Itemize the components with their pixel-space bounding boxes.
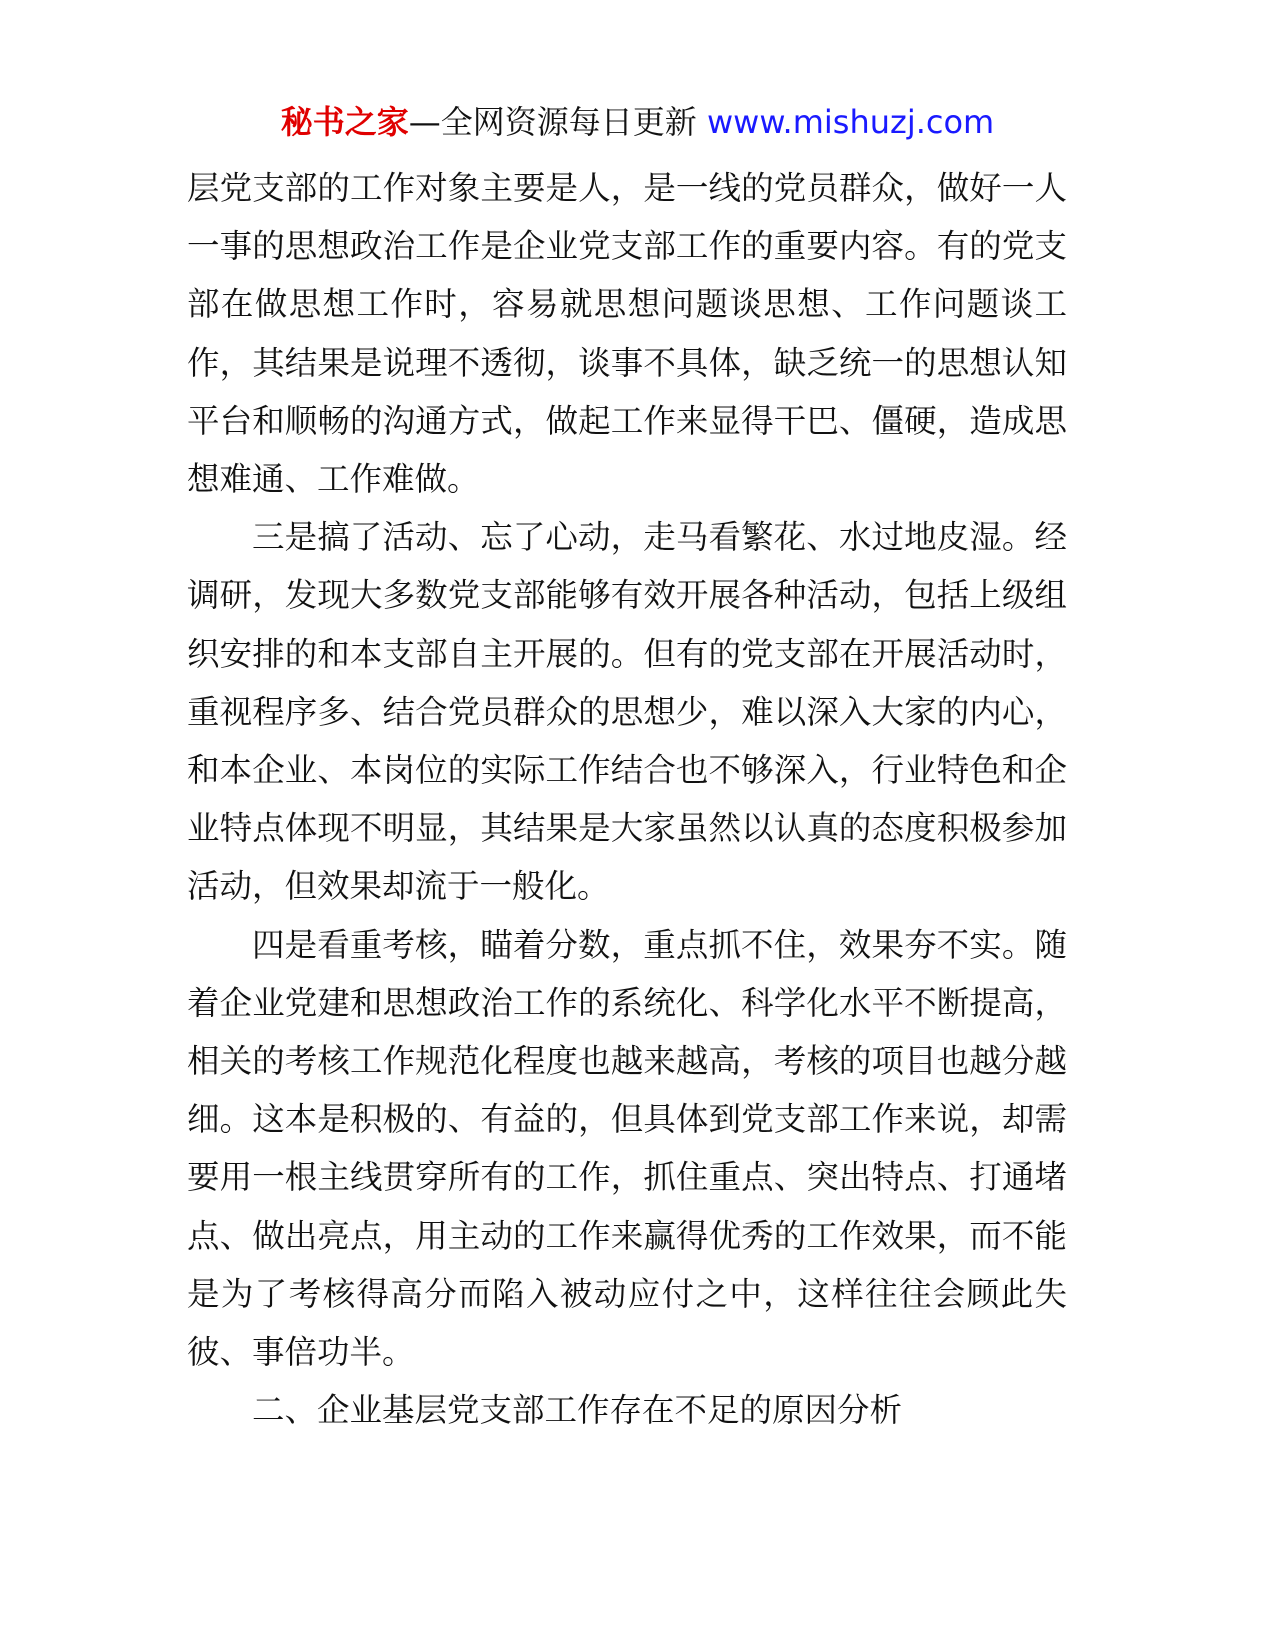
site-tagline: —全网资源每日更新 [408, 103, 707, 141]
site-brand: 秘书之家 [280, 103, 409, 141]
section-heading: 二、企业基层党支部工作存在不足的原因分析 [252, 1391, 903, 1430]
site-url-link[interactable]: www.mishuzj.com [706, 103, 995, 141]
document-body [187, 159, 1067, 1439]
paragraph-point-four: 四是看重考核，瞄着分数，重点抓不住，效果夯不实。随着企业党建和思想政治工作的系统化、科学化水平不断提高，相关的考核工作规范化程度也越来越高，考核的项目也越分越细。这本是积极的、有益的，但具体到党支部工作来说，却需要用一根主线贯穿所有的工作，抓住重点、突出特点、打通堵点、做出亮点，用主动的工作来赢得优秀的工作效果，而不能是为了考核得高分而陷入被动应付之中，这样往往会顾此失彼、事倍功半。 [187, 925, 1067, 1372]
page-header [0, 100, 1275, 144]
paragraph-continued: 层党支部的工作对象主要是人，是一线的党员群众，做好一人一事的思想政治工作是企业党支部工作的重要内容。有的党支部在做思想工作时，容易就思想问题谈思想、工作问题谈工作，其结果是说理不透彻，谈事不具体，缺乏统一的思想认知平台和顺畅的沟通方式，做起工作来显得干巴、僵硬，造成思想难通、工作难做。 [187, 169, 1067, 499]
paragraph-point-three: 三是搞了活动、忘了心动，走马看繁花、水过地皮湿。经调研，发现大多数党支部能够有效开展各种活动，包括上级组织安排的和本支部自主开展的。但有的党支部在开展活动时，重视程序多、结合党员群众的思想少，难以深入大家的内心，和本企业、本岗位的实际工作结合也不够深入，行业特色和企业特点体现不明显，其结果是大家虽然以认真的态度积极参加活动，但效果却流于一般化。 [187, 518, 1067, 906]
